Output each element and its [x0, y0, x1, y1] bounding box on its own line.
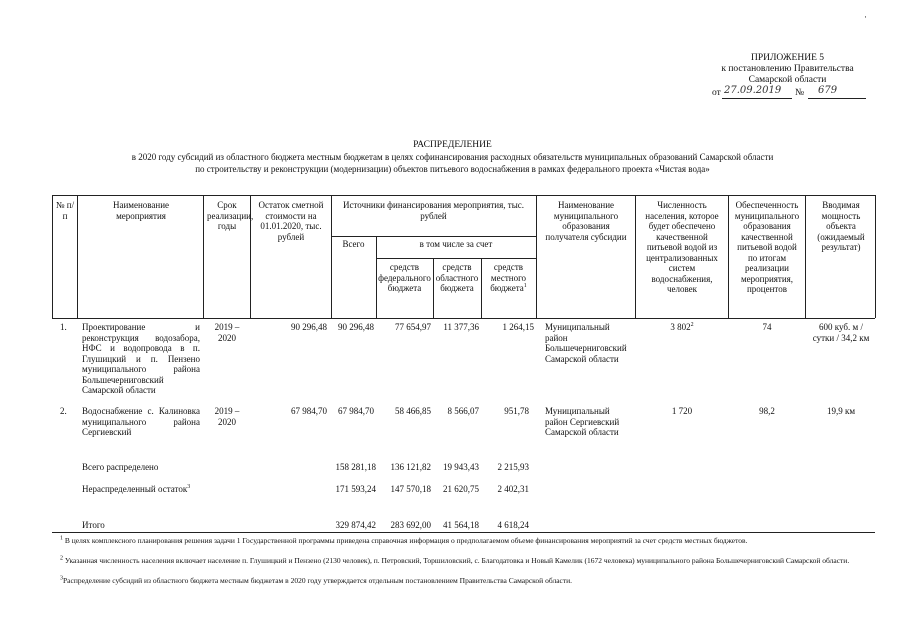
- summary-regional: 21 620,75: [443, 484, 479, 494]
- summary-total: 158 281,18: [335, 462, 376, 472]
- header-bottom-border: [52, 318, 875, 319]
- row-term: 2019 – 2020: [214, 406, 240, 427]
- summary-label: Нераспределенный остаток$^3$: [82, 484, 191, 494]
- date-underline: [722, 98, 792, 99]
- row-remainder: 90 296,48: [291, 322, 327, 332]
- row-capacity: 600 куб. м / сутки / 34,2 км: [812, 322, 870, 343]
- number-prefix: №: [795, 88, 805, 98]
- col-line-8: [536, 195, 537, 318]
- header-local: средств местного бюджета$^1$: [490, 262, 527, 293]
- col-line-6: [433, 258, 434, 318]
- header-sources: Источники финансирования мероприятия, тыс. рублей: [343, 200, 524, 221]
- row-name: Проектирование и реконструкция водозабора, НФС и водопровода в п. Глушицкий и п. Пензено муниципального района Большечерниговский Самарской области: [82, 322, 200, 395]
- document-heading: РАСПРЕДЕЛЕНИЕ: [413, 140, 492, 150]
- summary-local: 2 402,31: [497, 484, 529, 494]
- row-total: 67 984,70: [338, 406, 374, 416]
- row-num: 2.: [60, 406, 67, 416]
- col-line-1: [77, 195, 78, 318]
- row-local: 951,78: [504, 406, 529, 416]
- summary-total: 329 874,42: [335, 520, 376, 530]
- row-capacity: 19,9 км: [826, 406, 856, 416]
- row-remainder: 67 984,70: [291, 406, 327, 416]
- row-provision: 74: [762, 322, 772, 332]
- row-name: Водоснабжение с. Калиновка муниципального района Сергиевский: [82, 406, 200, 437]
- summary-federal: 283 692,00: [390, 520, 431, 530]
- col-line-2: [203, 195, 204, 318]
- table-top-border: [52, 195, 875, 196]
- summary-regional: 19 943,43: [443, 462, 479, 472]
- row-term: 2019 – 2020: [214, 322, 240, 343]
- number-value: 679: [818, 85, 838, 96]
- summary-local: 4 618,24: [497, 520, 529, 530]
- summary-local: 2 215,93: [497, 462, 529, 472]
- corner-mark: ·: [864, 12, 867, 22]
- row-municipality: Муниципальный район Сергиевский Самарской области: [545, 406, 620, 437]
- appendix-line2: к постановлению Правительства: [721, 64, 854, 74]
- footnote-3: $^3$Распределение субсидий из областного бюджета местным бюджетам в 2020 году утверждается отдельным постановлением Правительства Самарской области.: [60, 575, 573, 585]
- row-federal: 58 466,85: [395, 406, 431, 416]
- row-population: 1 720: [671, 406, 693, 416]
- header-total: Всего: [342, 239, 365, 249]
- footnote-2: $^2$ Указанная численность населения включает население п. Глушицкий и Пензено (2130 человек), п. Петровский, Торшиловский, с. Благодатовка и Новый Камелик (1672 человека) муниципального района Большечерниговский Самарской области.: [60, 555, 850, 565]
- col-line-11: [805, 195, 806, 318]
- appendix-title: ПРИЛОЖЕНИЕ 5: [750, 53, 825, 63]
- summary-label: Итого: [82, 520, 105, 530]
- col-line-5: [376, 236, 377, 318]
- col-line-7: [481, 258, 482, 318]
- header-municipality: Наименование муниципального образования получателя субсидии: [545, 200, 627, 242]
- summary-regional: 41 564,18: [443, 520, 479, 530]
- header-num: № п/п: [55, 200, 75, 221]
- number-underline: [808, 98, 866, 99]
- header-regional: средств областного бюджета: [435, 262, 479, 293]
- col-line-4: [331, 195, 332, 318]
- header-remainder: Остаток сметной стоимости на 01.01.2020, тыс. рублей: [258, 200, 324, 242]
- row-num: 1.: [60, 322, 67, 332]
- row-population: 3 $802^2$: [670, 322, 694, 332]
- date-prefix: от: [712, 88, 721, 98]
- row-total: 90 296,48: [338, 322, 374, 332]
- header-including: в том числе за счет: [419, 239, 493, 249]
- document-title-line2: по строительству и реконструкции (модернизации) объектов питьевого водоснабжения в рамках федерального проекта «Чистая вода»: [195, 164, 710, 174]
- header-name: Наименование мероприятия: [112, 200, 170, 221]
- row-regional: 11 377,36: [443, 322, 479, 332]
- header-population: Численность населения, которое будет обеспечено качественной питьевой водой из централизованных систем водоснабжения, человек: [645, 200, 719, 294]
- col-line-9: [635, 195, 636, 318]
- col-line-10: [728, 195, 729, 318]
- header-term: Срок реализации, годы: [207, 200, 254, 231]
- including-subheader-line: [376, 258, 536, 259]
- summary-federal: 147 570,18: [390, 484, 431, 494]
- sources-subheader-line: [331, 236, 536, 237]
- header-federal: средств федерального бюджета: [378, 262, 431, 293]
- document-title-line1: в 2020 году субсидий из областного бюджета местным бюджетам в целях софинансирования расходных обязательств муниципальных образований Самарской области: [131, 152, 774, 162]
- header-capacity: Вводимая мощность объекта (ожидаемый результат): [817, 200, 865, 252]
- row-provision: 98,2: [759, 406, 775, 416]
- col-line-0: [52, 195, 53, 318]
- row-local: 1 264,15: [502, 322, 534, 332]
- summary-total: 171 593,24: [335, 484, 376, 494]
- summary-federal: 136 121,82: [390, 462, 431, 472]
- summary-label: Всего распределено: [82, 462, 159, 472]
- appendix-line3: Самарской области: [748, 75, 827, 85]
- header-provision: Обеспеченность муниципального образования качественной питьевой водой по итогам реализации мероприятия, процентов: [734, 200, 800, 294]
- row-federal: 77 654,97: [395, 322, 431, 332]
- footnote-separator: [52, 532, 875, 533]
- footnote-1: $^1$ В целях комплексного планирования решения задачи 1 Государственной программы приведена справочная информация о предполагаемом объеме финансирования мероприятий за счет средств местных бюджетов.: [60, 535, 748, 545]
- col-line-12: [875, 195, 876, 318]
- date-value: 27.09.2019: [724, 85, 782, 96]
- row-municipality: Муниципальный район Большечерниговский Самарской области: [545, 322, 627, 364]
- row-regional: 8 566,07: [447, 406, 479, 416]
